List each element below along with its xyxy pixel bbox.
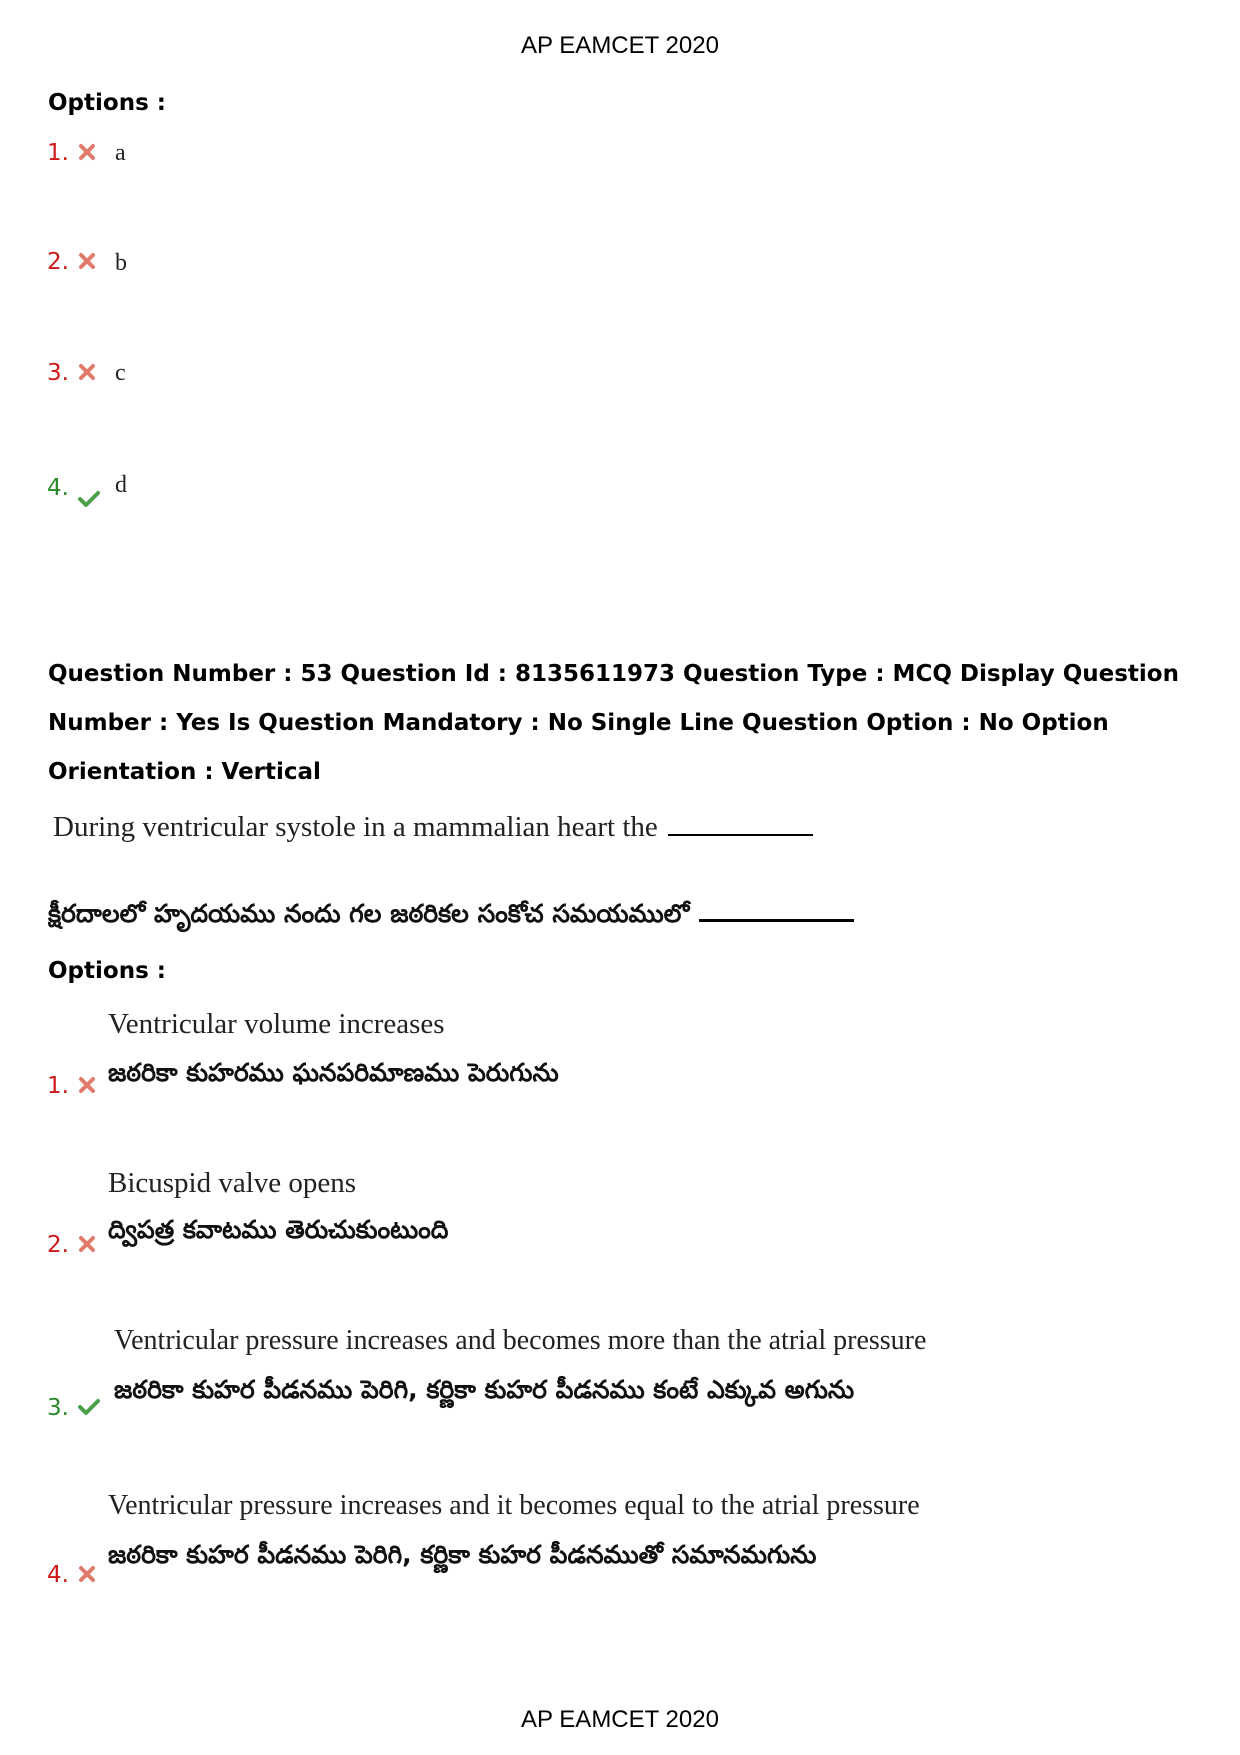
option-number: 3. — [47, 1395, 69, 1421]
question-meta — [48, 650, 1198, 797]
option-text-telugu: జఠరికా కుహర పీడనము పెరిగి, కర్ణికా కుహర పీడనము కంటే ఎక్కువ అగును — [114, 1375, 855, 1404]
question-text-english — [53, 810, 813, 844]
option-number: 3. — [47, 360, 69, 386]
option-text: c — [115, 360, 126, 386]
cross-icon — [78, 1565, 96, 1583]
question-text: During ventricular systole in a mammalian heart the — [53, 811, 658, 843]
option-text-english: Ventricular volume increases — [108, 1008, 445, 1040]
option-text: b — [115, 250, 127, 276]
meta-line: Question Number : 53 Question Id : 8135611973 Question Type : MCQ Display Question — [48, 661, 1179, 687]
question-text-telugu — [48, 895, 854, 935]
cross-icon — [78, 1235, 96, 1253]
option-text: a — [115, 140, 126, 166]
answer-blank — [699, 895, 854, 922]
meta-line: Number : Yes Is Question Mandatory : No Single Line Question Option : No Option — [48, 710, 1109, 736]
check-icon — [78, 490, 100, 508]
option-number: 2. — [47, 1232, 69, 1258]
question-text: క్షీరదాలలో హృదయము నందు గల జఠరికల సంకోచ సమయములో — [48, 899, 690, 928]
meta-line: Orientation : Vertical — [48, 759, 321, 785]
option-number: 4. — [47, 1562, 69, 1588]
page-header: AP EAMCET 2020 — [521, 32, 719, 59]
cross-icon — [78, 252, 96, 270]
option-number: 2. — [47, 249, 69, 275]
cross-icon — [78, 363, 96, 381]
option-text-english: Ventricular pressure increases and becomes more than the atrial pressure — [114, 1325, 927, 1356]
cross-icon — [78, 1076, 96, 1094]
option-text-telugu: ద్విపత్ర కవాటము తెరుచుకుంటుంది — [108, 1215, 449, 1244]
options-heading: Options : — [48, 90, 166, 116]
page-footer: AP EAMCET 2020 — [521, 1706, 719, 1733]
option-number: 1. — [47, 140, 69, 166]
option-number: 4. — [47, 475, 69, 501]
option-text-telugu: జఠరికా కుహర పీడనము పెరిగి, కర్ణికా కుహర పీడనముతో సమానమగును — [108, 1540, 817, 1569]
option-text-english: Ventricular pressure increases and it becomes equal to the atrial pressure — [108, 1490, 920, 1521]
cross-icon — [78, 143, 96, 161]
option-text-telugu: జఠరికా కుహరము ఘనపరిమాణము పెరుగును — [108, 1058, 559, 1087]
option-number: 1. — [47, 1073, 69, 1099]
option-text-english: Bicuspid valve opens — [108, 1167, 357, 1199]
check-icon — [78, 1398, 100, 1416]
options-heading: Options : — [48, 958, 166, 984]
option-text: d — [115, 472, 127, 498]
answer-blank — [668, 810, 813, 836]
